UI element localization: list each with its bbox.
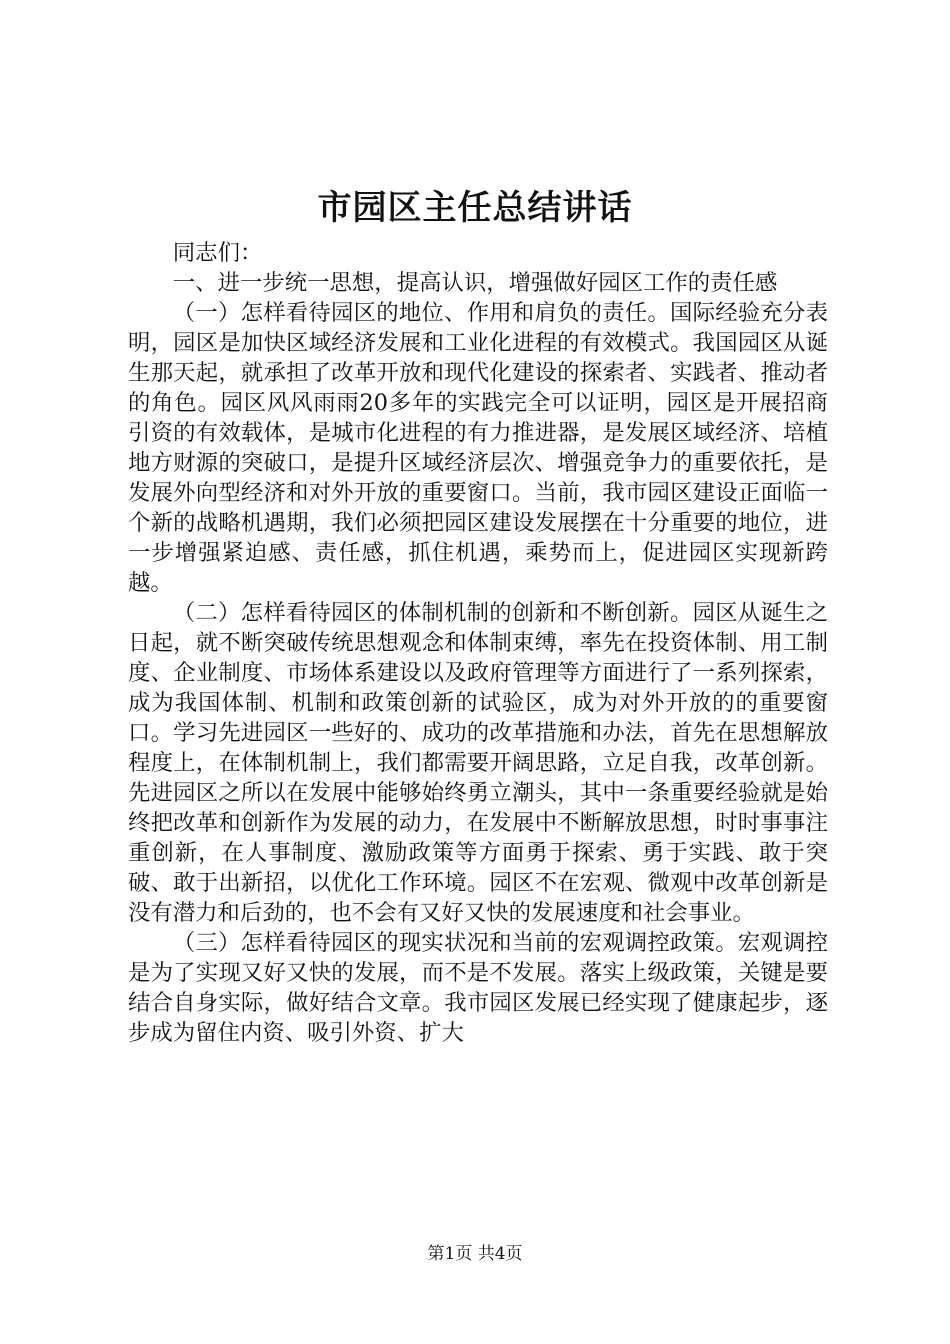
paragraph-3: （三）怎样看待园区的现实状况和当前的宏观调控政策。宏观调控是为了实现又好又快的发展，而不是不发展。落实上级政策，关键是要结合自身实际，做好结合文章。我市园区发展已经实现了健康起步，逐步成为留住内资、吸引外资、扩大 xyxy=(128,930,828,1046)
document-body xyxy=(128,238,828,1048)
paragraph-section-heading: 一、进一步统一思想，提高认识，增强做好园区工作的责任感 xyxy=(172,270,778,296)
paragraph-2: （二）怎样看待园区的体制机制的创新和不断创新。园区从诞生之日起，就不断突破传统思想观念和体制束缚，率先在投资体制、用工制度、企业制度、市场体系建设以及政府管理等方面进行了一系列探索，成为我国体制、机制和政策创新的试验区，成为对外开放的的重要窗口。学习先进园区一些好的、成功的改革措施和办法，首先在思想解放程度上，在体制机制上，我们都需要开阔思路，立足自我，改革创新。先进园区之所以在发展中能够始终勇立潮头，其中一条重要经验就是始终把改革和创新作为发展的动力，在发展中不断解放思想，时时事事注重创新，在人事制度、激励政策等方面勇于探索、勇于实践、敢于突破、敢于出新招，以优化工作环境。园区不在宏观、微观中改革创新是没有潜力和后劲的，也不会有又好又快的发展速度和社会事业。 xyxy=(128,600,828,926)
document-title: 市园区主任总结讲话 xyxy=(317,188,633,228)
salutation: 同志们： xyxy=(172,240,263,266)
paragraph-1: （一）怎样看待园区的地位、作用和肩负的责任。国际经验充分表明，园区是加快区域经济发展和工业化进程的有效模式。我国园区从诞生那天起，就承担了改革开放和现代化建设的探索者、实践者、推动者的角色。园区风风雨雨20多年的实践完全可以证明，园区是开展招商引资的有效载体，是城市化进程的有力推进器，是发展区域经济、培植地方财源的突破口，是提升区域经济层次、增强竞争力的重要依托，是发展外向型经济和对外开放的重要窗口。当前，我市园区建设正面临一个新的战略机遇期，我们必须把园区建设发展摆在十分重要的地位，进一步增强紧迫感、责任感，抓住机遇，乘势而上，促进园区实现新跨越。 xyxy=(128,300,828,596)
page-number-footer: 第1页 共4页 xyxy=(427,1244,523,1264)
